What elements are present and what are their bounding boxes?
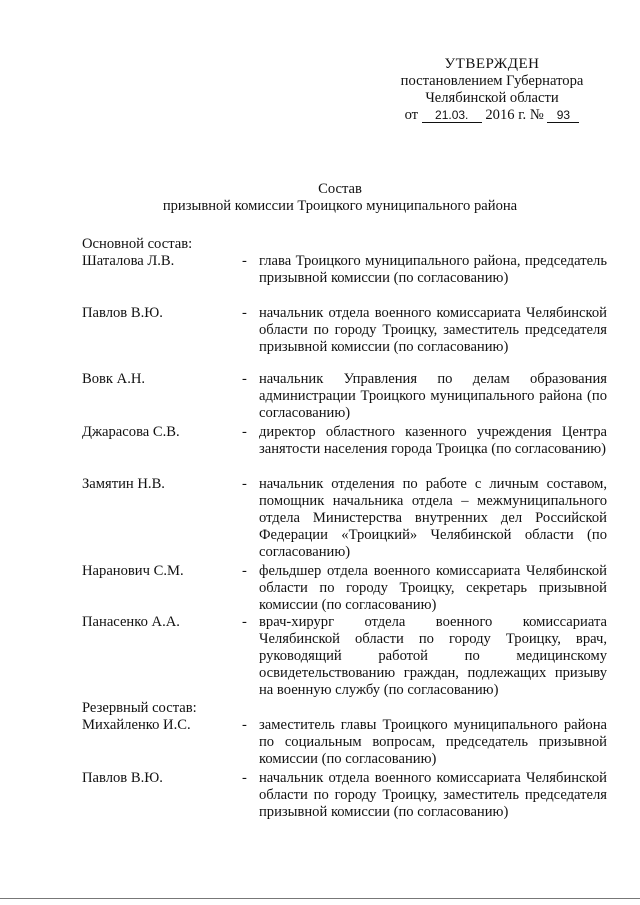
member-role: начальник Управления по делам образования администрации Троицкого муниципального района (по согласованию) — [259, 371, 607, 421]
member-dash: - — [242, 371, 247, 387]
member-role: заместитель главы Троицкого муниципального района по социальным вопросам, председатель призывной комиссии (по согласованию) — [259, 717, 607, 767]
member-dash: - — [242, 253, 247, 269]
approval-year: 2016 г. № — [485, 107, 544, 123]
approval-number-field — [547, 108, 579, 123]
main-section-label: Основной состав: — [82, 236, 193, 252]
member-name: Наранович С.М. — [82, 563, 184, 579]
member-name: Панасенко А.А. — [82, 614, 180, 630]
approval-from-label: от — [404, 107, 419, 123]
member-name: Замятин Н.В. — [82, 476, 165, 492]
member-role: начальник отдела военного комиссариата Челябинской области по городу Троицку, заместитель председателя призывной комиссии (по согласованию) — [259, 305, 607, 355]
page-bottom-rule — [0, 898, 640, 899]
member-dash: - — [242, 614, 247, 630]
member-role: начальник отдела военного комиссариата Челябинской области по городу Троицку, заместитель председателя призывной комиссии (по согласованию) — [259, 770, 607, 820]
member-dash: - — [242, 476, 247, 492]
member-role: врач-хирург отдела военного комиссариата Челябинской области по городу Троицку, врач, руководящий работой по медицинскому освидетельствованию граждан, подлежащих призыву на военную службу (по согласованию) — [259, 614, 607, 698]
approval-number: 93 — [556, 108, 571, 122]
member-dash: - — [242, 770, 247, 786]
member-name: Михайленко И.С. — [82, 717, 191, 733]
approval-date-field — [422, 108, 482, 123]
approval-heading: УТВЕРЖДЕН — [444, 56, 540, 72]
member-role: глава Троицкого муниципального района, председатель призывной комиссии (по согласованию) — [259, 253, 607, 286]
member-name: Павлов В.Ю. — [82, 770, 163, 786]
approval-line-2: Челябинской области — [425, 90, 559, 106]
approval-date: 21.03. — [435, 108, 469, 122]
member-dash: - — [242, 563, 247, 579]
member-dash: - — [242, 717, 247, 733]
approval-line-1: постановлением Губернатора — [400, 73, 584, 89]
member-name: Джарасова С.В. — [82, 424, 180, 440]
member-name: Шаталова Л.В. — [82, 253, 175, 269]
member-role: директор областного казенного учреждения Центра занятости населения города Троицка (по согласованию) — [259, 424, 607, 457]
document-title — [100, 181, 580, 215]
title-line-1: Состав — [318, 181, 362, 197]
member-role: фельдшер отдела военного комиссариата Челябинской области по городу Троицку, секретарь призывной комиссии (по согласованию) — [259, 563, 607, 613]
approval-date-line — [392, 107, 592, 124]
title-line-2: призывной комиссии Троицкого муниципального района — [162, 198, 518, 214]
reserve-section-label: Резервный состав: — [82, 700, 197, 716]
member-role: начальник отделения по работе с личным составом, помощник начальника отдела – межмуниципального отдела Министерства внутренних дел Российской Федерации «Троицкий» Челябинской области (по согласованию) — [259, 476, 607, 560]
member-dash: - — [242, 424, 247, 440]
member-dash: - — [242, 305, 247, 321]
member-name: Павлов В.Ю. — [82, 305, 163, 321]
approval-block — [392, 56, 592, 124]
member-name: Вовк А.Н. — [82, 371, 146, 387]
